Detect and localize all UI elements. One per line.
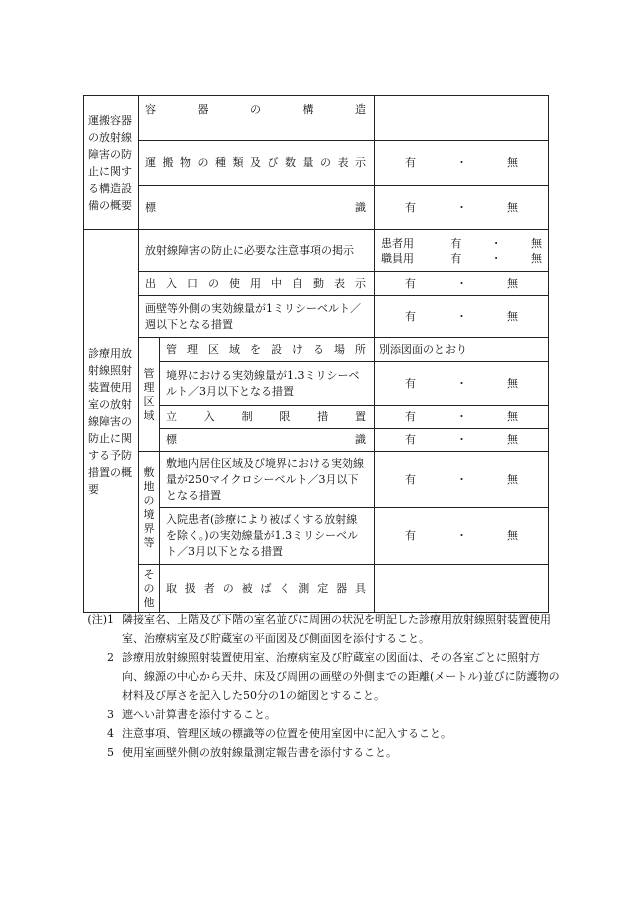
no-option: 無 (507, 156, 518, 169)
other-device-label: 取扱者の被ばく測定器具 (160, 565, 375, 613)
staff-label: 職員用 (381, 251, 414, 265)
table-row (84, 141, 549, 186)
no-option: 無 (530, 251, 542, 265)
notice-label: 放射線障害の防止に必要な注意事項の掲示 (139, 230, 375, 272)
structure-label: 容器の構造 (139, 96, 375, 141)
yes-option: 有 (405, 529, 416, 542)
yes-option: 有 (450, 236, 462, 250)
note-text: 遮へい計算書を添付すること。 (122, 708, 276, 721)
note-text: 注意事項、管理区域の標識等の位置を使用室図中に記入すること。 (122, 727, 452, 740)
site-group-label: 敷地の境界等 (139, 452, 160, 565)
mgmt-restriction-label: 立入制限措置 (160, 406, 375, 429)
display-answer (375, 141, 549, 186)
mgmt-group-label: 管理区域 (139, 338, 160, 452)
yes-option: 有 (405, 433, 416, 446)
no-option: 無 (507, 309, 518, 323)
note-number: (注)1 (87, 613, 114, 626)
note-number: 5 (107, 746, 114, 759)
yes-option: 有 (405, 200, 416, 214)
note-item (80, 705, 560, 724)
display-label: 運搬物の種類及び数量の表示 (139, 141, 375, 186)
mgmt-place-label: 管理区域を設ける場所 (160, 338, 375, 362)
transport-header: 運搬容器の放射線障害の防止に関する構造設備の概要 (84, 96, 139, 230)
dot-separator: ・ (456, 529, 467, 542)
yes-option: 有 (405, 309, 416, 323)
notes-prefix: (注) (87, 613, 107, 626)
note-number: 3 (107, 708, 114, 721)
transport-sign-answer (375, 186, 549, 230)
note-text: 使用室画壁外側の放射線量測定報告書を添付すること。 (122, 746, 397, 759)
note-item (80, 648, 560, 705)
structure-answer (375, 96, 549, 141)
mgmt-restriction-answer (375, 406, 549, 429)
note-text: 診療用放射線照射装置使用室、治療病室及び貯蔵室の図面は、その各室ごとに照射方向、線源の中心から天井、床及び周囲の画壁の外側までの距離(メートル)並びに防護物の材料及び厚さを記入した50分の1の縮図とすること。 (122, 651, 560, 702)
dot-separator: ・ (490, 251, 502, 265)
transport-sign-label: 標識 (139, 186, 375, 230)
notes-section (80, 610, 560, 762)
table-row (84, 186, 549, 230)
auto-display-label: 出入口の使用中自動表示 (139, 272, 375, 296)
wall-dose-answer (375, 296, 549, 338)
no-option: 無 (507, 529, 518, 542)
dot-separator: ・ (456, 156, 467, 169)
wall-dose-label: 画壁等外側の実効線量が1ミリシーベルト／週以下となる措置 (139, 296, 375, 338)
table-row (84, 565, 549, 613)
yes-option: 有 (405, 376, 416, 390)
mgmt-sign-answer (375, 429, 549, 452)
table-row (84, 296, 549, 338)
yes-option: 有 (405, 156, 416, 169)
note-item (80, 724, 560, 743)
dot-separator: ・ (456, 376, 467, 390)
site-inpatient-answer (375, 508, 549, 565)
table-row (84, 338, 549, 362)
note-item (80, 743, 560, 762)
table-row (84, 230, 549, 272)
dot-separator: ・ (456, 309, 467, 323)
auto-display-answer (375, 272, 549, 296)
mgmt-boundary-label: 境界における実効線量が1.3ミリシーベルト／3月以下となる措置 (160, 362, 375, 406)
prevention-header: 診療用放射線照射装置使用室の放射線障害の防止に関する予防措置の概要 (84, 230, 139, 613)
site-residence-answer (375, 452, 549, 508)
no-option: 無 (530, 236, 542, 250)
dot-separator: ・ (490, 236, 502, 250)
no-option: 無 (507, 376, 518, 390)
site-residence-label: 敷地内居住区域及び境界における実効線量が250マイクロシーベルト／3月以下となる措置 (160, 452, 375, 508)
mgmt-sign-label: 標識 (160, 429, 375, 452)
note-number: 2 (107, 651, 114, 664)
table-row (84, 96, 549, 141)
table-row (84, 452, 549, 508)
no-option: 無 (507, 410, 518, 423)
mgmt-boundary-answer (375, 362, 549, 406)
notice-answer (375, 230, 549, 272)
dot-separator: ・ (456, 410, 467, 423)
yes-option: 有 (450, 251, 462, 265)
patients-label: 患者用 (381, 236, 414, 250)
dot-separator: ・ (456, 276, 467, 290)
yes-option: 有 (405, 410, 416, 423)
mgmt-place-answer: 別添図面のとおり (375, 338, 549, 362)
no-option: 無 (507, 276, 518, 290)
dot-separator: ・ (456, 200, 467, 214)
note-number: 4 (107, 727, 114, 740)
dot-separator: ・ (456, 433, 467, 446)
other-device-answer (375, 565, 549, 613)
table-row (84, 272, 549, 296)
site-inpatient-label: 入院患者(診療により被ばくする放射線を除く。)の実効線量が1.3ミリシーベルト／3月以下となる措置 (160, 508, 375, 565)
yes-option: 有 (405, 472, 416, 486)
other-group-label: その他 (139, 565, 160, 613)
note-item (80, 610, 560, 648)
no-option: 無 (507, 472, 518, 486)
no-option: 無 (507, 200, 518, 214)
form-table (83, 95, 549, 613)
note-text: 隣接室名、上階及び下階の室名並びに周囲の状況を明記した診療用放射線照射装置使用室、治療病室及び貯蔵室の平面図及び側面図を添付すること。 (122, 613, 551, 645)
yes-option: 有 (405, 276, 416, 290)
no-option: 無 (507, 433, 518, 446)
dot-separator: ・ (456, 472, 467, 486)
